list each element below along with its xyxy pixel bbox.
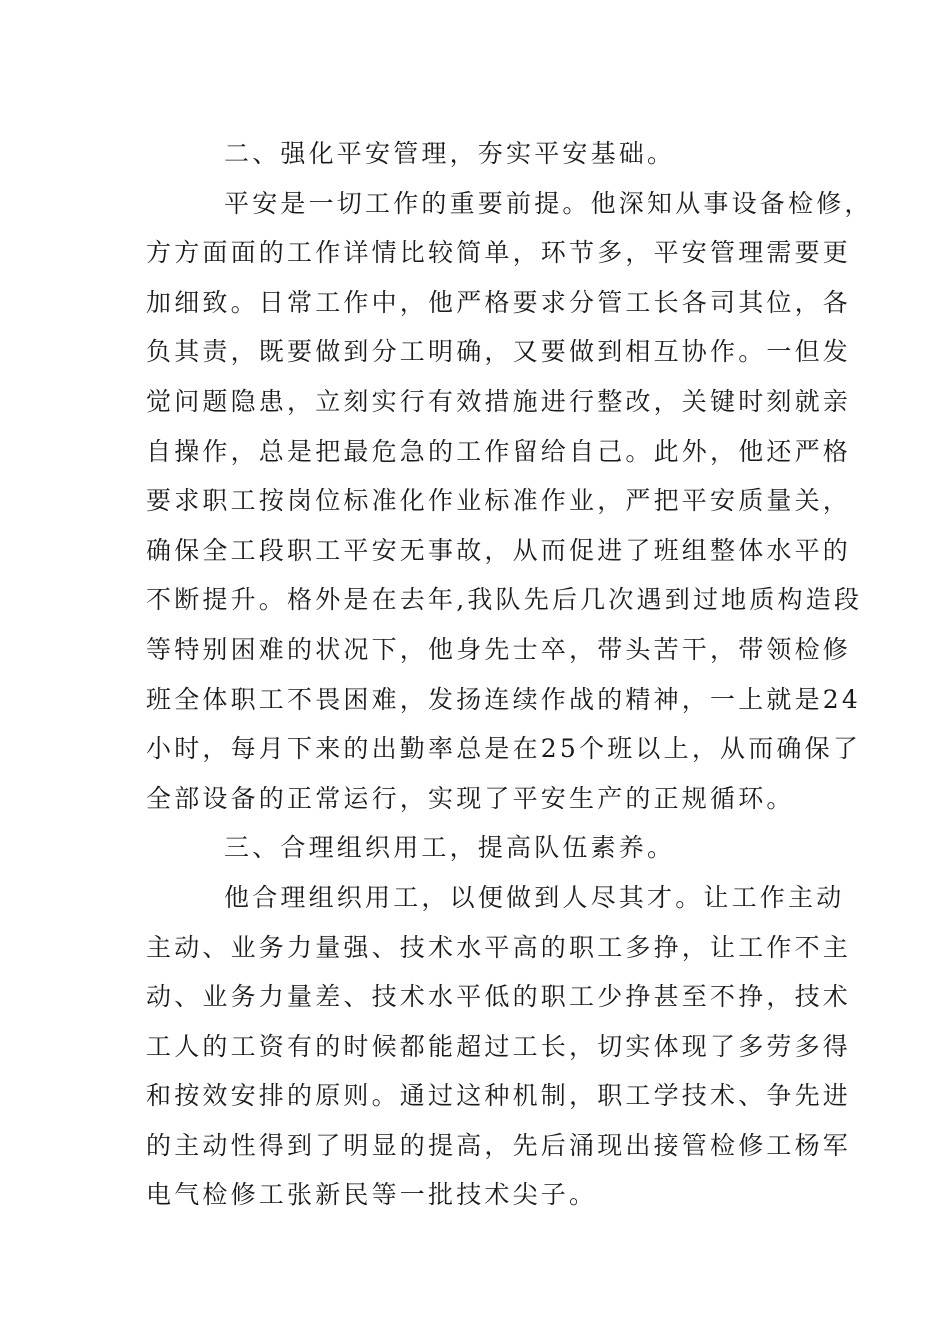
paragraph-line: 平安是一切工作的重要前提。他深知从事设备检修，	[224, 188, 873, 218]
paragraph-line: 动、业务力量差、技术水平低的职工少挣甚至不挣，技术	[146, 982, 852, 1012]
paragraph-line: 全部设备的正常运行，实现了平安生产的正规循环。	[146, 783, 795, 813]
paragraph-line: 等特别困难的状况下，他身先士卒，带头苦干，带领检修	[146, 634, 852, 664]
paragraph-line: 他合理组织用工，以便做到人尽其才。让工作主动	[224, 882, 845, 912]
paragraph-line: 主动、业务力量强、技术水平高的职工多挣，让工作不主	[146, 932, 852, 962]
paragraph-line: 工人的工资有的时候都能超过工长，切实体现了多劳多得	[146, 1031, 852, 1061]
paragraph-line: 小时，每月下来的出勤率总是在25个班以上，从而确保了	[146, 734, 862, 764]
paragraph-line: 确保全工段职工平安无事故，从而促进了班组整体水平的	[146, 535, 852, 565]
paragraph-line: 方方面面的工作详情比较简单，环节多，平安管理需要更	[146, 238, 852, 268]
paragraph-staffing	[146, 873, 852, 1220]
paragraph-line: 和按效安排的原则。通过这种机制，职工学技术、争先进	[146, 1081, 852, 1111]
paragraph-line: 自操作，总是把最危急的工作留给自己。此外，他还严格	[146, 436, 852, 466]
paragraph-line: 电气检修工张新民等一批技术尖子。	[146, 1180, 598, 1210]
paragraph-line: 觉问题隐患，立刻实行有效措施进行整改，关键时刻就亲	[146, 386, 852, 416]
paragraph-line: 的主动性得到了明显的提高，先后涌现出接管检修工杨军	[146, 1130, 852, 1160]
paragraph-line: 班全体职工不畏困难，发扬连续作战的精神，一上就是24	[146, 684, 862, 714]
document-body	[146, 129, 873, 1220]
paragraph-line: 不断提升。格外是在去年,我队先后几次遇到过地质构造段	[146, 585, 863, 615]
section-heading-2: 二、强化平安管理，夯实平安基础。	[224, 139, 676, 168]
paragraph-safety	[146, 179, 873, 824]
paragraph-line: 加细致。日常工作中，他严格要求分管工长各司其位，各	[146, 287, 852, 317]
paragraph-line: 负其责，既要做到分工明确，又要做到相互协作。一但发	[146, 337, 852, 367]
section-heading-3: 三、合理组织用工，提高队伍素养。	[224, 833, 676, 863]
paragraph-line: 要求职工按岗位标准化作业标准作业，严把平安质量关，	[146, 486, 852, 516]
